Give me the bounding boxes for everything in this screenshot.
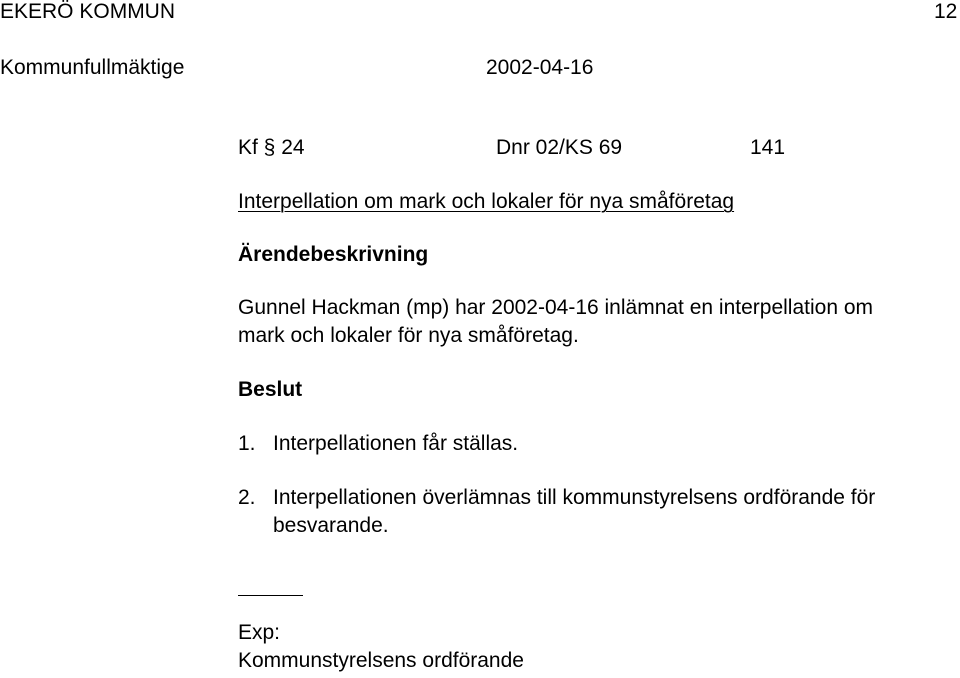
decision-item-text: Interpellationen får ställas. [273,432,519,455]
decision-item-text: Interpellationen överlämnas till kommunstyrelsens ordförande för [273,486,876,509]
expedition-recipient: Kommunstyrelsens ordförande [238,649,524,672]
diary-number: Dnr 02/KS 69 [496,136,623,159]
description-line: mark och lokaler för nya småföretag. [238,324,579,347]
organization-name: EKERÖ KOMMUN [0,0,176,23]
document-title: Interpellation om mark och lokaler för nya småföretag [238,190,735,213]
expedition-label: Exp: [238,621,281,644]
decision-item-number: 1. [238,432,256,455]
case-number: 141 [750,136,786,159]
paragraph-reference: Kf § 24 [238,136,305,159]
separator-rule [238,595,303,596]
section-heading-description: Ärendebeskrivning [238,243,429,266]
page-number: 12 [934,0,958,23]
section-heading-decision: Beslut [238,378,303,401]
description-line: Gunnel Hackman (mp) har 2002-04-16 inlämnat en interpellation om [238,296,874,319]
decision-item-number: 2. [238,486,256,509]
meeting-date: 2002-04-16 [486,56,594,79]
governing-body: Kommunfullmäktige [0,56,185,79]
decision-item-text: besvarande. [273,514,389,537]
